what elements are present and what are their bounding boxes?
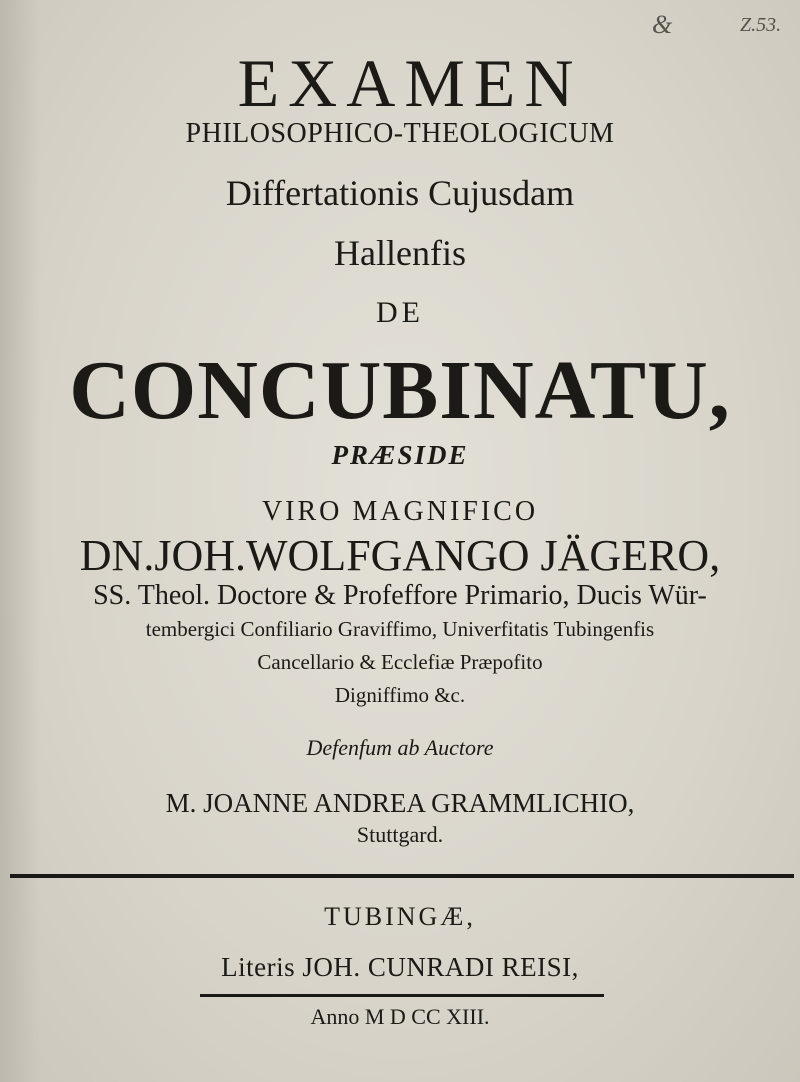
- title-hallensis: Hallenfis: [334, 233, 466, 273]
- main-subject: CONCUBINATU,: [69, 344, 731, 437]
- title-de: DE: [376, 296, 424, 329]
- imprint-place: TUBINGÆ,: [324, 902, 476, 931]
- imprint-rule: [200, 994, 604, 997]
- praeses-titles-3: Cancellario & Ecclefiæ Præpofito: [257, 650, 543, 674]
- title-dissertationis: Differtationis Cujusdam: [225, 173, 575, 213]
- title-examen: EXAMEN: [237, 45, 583, 121]
- separator-rule: [10, 874, 794, 878]
- praeses-titles-4: Digniffimo &c.: [334, 683, 466, 707]
- imprint-printer: Literis JOH. CUNRADI REISI,: [221, 952, 579, 982]
- praeses-titles-1: SS. Theol. Doctore & Profeffore Primario, Ducis Wür-: [93, 580, 707, 611]
- author-name: M. JOANNE ANDREA GRAMMLICHIO,: [165, 788, 635, 818]
- author-origin: Stuttgard.: [356, 822, 444, 847]
- corner-glyph: &: [652, 10, 673, 39]
- defensum-label: Defenfum ab Auctore: [306, 735, 494, 760]
- praeside-label: PRÆSIDE: [331, 440, 469, 470]
- title-philosophico: PHILOSOPHICO-THEOLOGICUM: [185, 118, 615, 149]
- praeses-name: DN.JOH.WOLFGANGO JÄGERO,: [79, 531, 721, 580]
- viro-magnifico: VIRO MAGNIFICO: [261, 496, 539, 527]
- shelfmark: Z.53.: [740, 14, 782, 36]
- imprint-year: Anno M D CC XIII.: [310, 1004, 490, 1029]
- praeses-titles-2: tembergici Confiliario Graviffimo, Univerfitatis Tubingenfis: [145, 617, 655, 641]
